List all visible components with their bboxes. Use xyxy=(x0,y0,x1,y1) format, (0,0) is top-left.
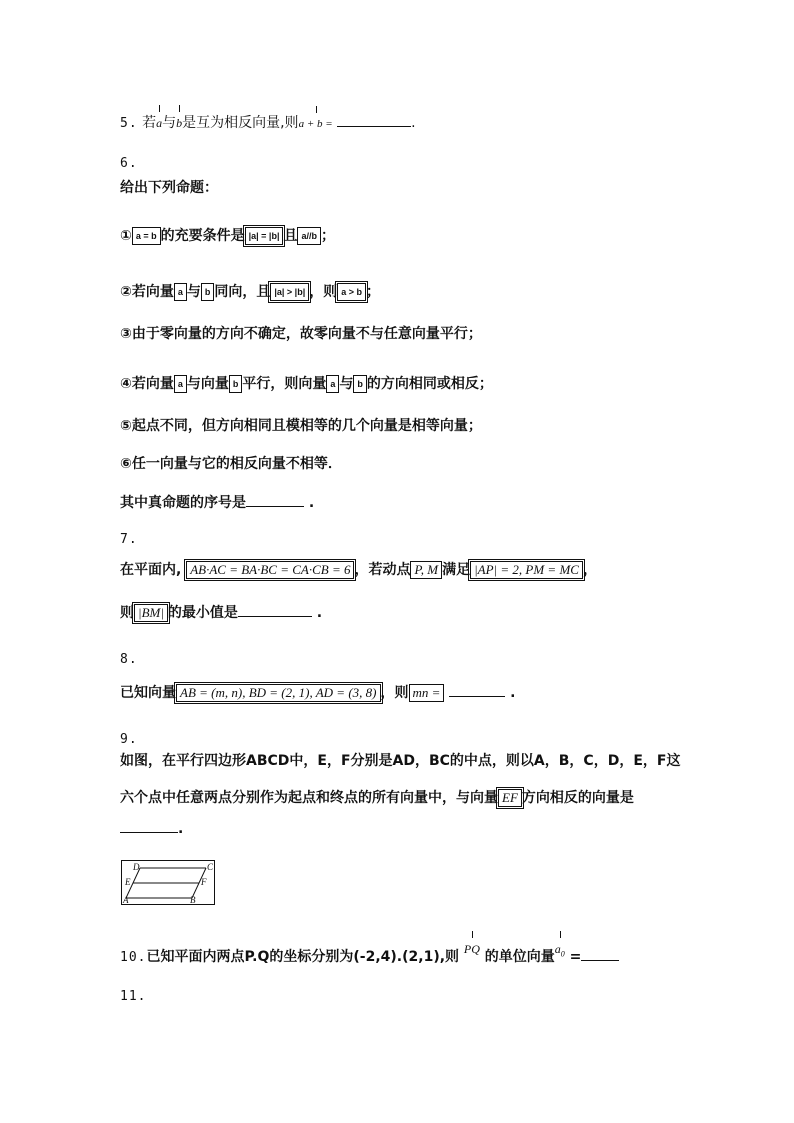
unit-vector-a xyxy=(555,939,565,964)
answer-blank[interactable] xyxy=(581,946,619,961)
question-7-line-2 xyxy=(120,602,322,623)
label-e: E xyxy=(125,877,131,887)
text: 的充要条件是 xyxy=(160,228,245,244)
formula-box: |AP| = 2, PM = MC xyxy=(470,561,583,579)
formula-box: AB = (m, n), BD = (2, 1), AD = (3, 8) xyxy=(176,684,381,702)
period: . xyxy=(178,821,184,837)
question-number: 5. xyxy=(120,116,138,131)
text: 与 xyxy=(186,284,201,300)
proposition-6: ⑥任一向量与它的相反向量不相等． xyxy=(120,456,342,472)
expression: a + b = xyxy=(299,114,333,134)
parallelogram-figure xyxy=(121,860,215,905)
formula-box: b xyxy=(201,283,215,301)
formula-box: b xyxy=(229,375,243,393)
proposition-1 xyxy=(120,226,335,246)
question-5 xyxy=(120,112,416,134)
text: 若 xyxy=(142,115,157,131)
formula-box: a xyxy=(174,375,187,393)
question-11-number: 11. xyxy=(120,989,147,1004)
question-8-number: 8. xyxy=(120,652,138,667)
period: . xyxy=(510,685,516,701)
text: 六个点中任意两点分别作为起点和终点的所有向量中，与向量 xyxy=(120,790,498,806)
answer-blank[interactable] xyxy=(238,602,312,617)
question-7-number: 7. xyxy=(120,532,138,547)
label-c: C xyxy=(207,862,214,872)
period: . xyxy=(411,115,416,131)
text: ； xyxy=(320,228,335,244)
formula-box: P, M xyxy=(410,561,442,579)
vector-b: b xyxy=(176,113,182,133)
answer-blank[interactable] xyxy=(337,112,411,127)
question-9-line-2 xyxy=(120,788,634,808)
text: ， xyxy=(582,562,597,578)
vector-pq: PQ xyxy=(464,939,480,959)
text: 且 xyxy=(283,228,298,244)
question-7-line-1 xyxy=(120,560,597,580)
text: ，则 xyxy=(380,685,409,701)
proposition-3: ③由于零向量的方向不确定，故零向量不与任意向量平行； xyxy=(120,326,482,342)
text: ④若向量 xyxy=(120,376,174,392)
proposition-5: ⑤起点不同，但方向相同且模相等的几个向量是相等向量； xyxy=(120,418,482,434)
text: ②若向量 xyxy=(120,284,174,300)
text: 与向量 xyxy=(186,376,229,392)
formula-box: a xyxy=(326,375,339,393)
text: 已知平面内两点P.Q的坐标分别为(-2,4).(2,1),则 xyxy=(146,949,460,965)
label-d: D xyxy=(133,862,140,872)
text: 同向，且 xyxy=(214,284,271,300)
proposition-4 xyxy=(120,374,493,394)
text: ，则 xyxy=(309,284,338,300)
answer-blank[interactable] xyxy=(120,818,178,833)
text: ，若动点 xyxy=(354,562,411,578)
vector-a: a xyxy=(156,113,162,133)
mark: ① xyxy=(120,228,132,244)
label-a: A xyxy=(123,895,129,904)
formula-box: |a| > |b| xyxy=(270,283,309,301)
question-number: 10. xyxy=(120,950,147,965)
text: 是互为相反向量,则 xyxy=(182,115,299,131)
label-f: F xyxy=(201,877,207,887)
formula-box: mn = xyxy=(409,684,445,702)
text: 则 xyxy=(120,605,134,621)
proposition-2 xyxy=(120,282,380,302)
formula-box: |a| = |b| xyxy=(245,227,284,245)
period: . xyxy=(316,605,323,621)
text: 在平面内, xyxy=(120,562,182,578)
question-9-line-1: 如图，在平行四边形ABCD中，E，F分别是AD，BC的中点，则以A，B，C，D，E，F这 xyxy=(120,753,681,769)
text: ； xyxy=(365,284,380,300)
text: 满足 xyxy=(442,562,471,578)
formula-box: |BM| xyxy=(134,604,168,622)
answer-blank[interactable] xyxy=(449,682,505,697)
text: 方向相反的向量是 xyxy=(521,790,634,806)
equals: = xyxy=(569,949,582,965)
text: 其中真命题的序号是 xyxy=(120,495,246,511)
question-10 xyxy=(120,942,619,972)
question-8-line xyxy=(120,682,516,703)
formula-box: EF xyxy=(498,789,522,807)
subscript: 0 xyxy=(560,949,565,959)
text: 已知向量 xyxy=(120,685,176,701)
period: . xyxy=(308,495,315,511)
parallelogram-diagram xyxy=(122,861,214,904)
label-b: B xyxy=(190,895,196,904)
formula-box: a xyxy=(174,283,187,301)
question-9-line-3 xyxy=(120,818,183,839)
formula-box: AB·AC = BA·BC = CA·CB = 6 xyxy=(186,561,354,579)
formula-box: a = b xyxy=(132,227,161,245)
formula-box: a > b xyxy=(337,283,366,301)
question-6-ask xyxy=(120,492,314,513)
question-6-intro: 给出下列命题： xyxy=(120,180,218,196)
text: 的方向相同或相反； xyxy=(366,376,493,392)
text: 的单位向量 xyxy=(484,949,555,965)
question-6-number: 6. xyxy=(120,156,138,171)
text: 的最小值是 xyxy=(167,605,238,621)
text: 与 xyxy=(339,376,354,392)
answer-blank[interactable] xyxy=(246,492,304,507)
symbol: a xyxy=(554,942,561,956)
formula-box: b xyxy=(353,375,367,393)
text: 与 xyxy=(162,115,177,131)
text: 平行，则向量 xyxy=(242,376,327,392)
question-9-number: 9. xyxy=(120,732,138,747)
formula-box: a//b xyxy=(297,227,321,245)
